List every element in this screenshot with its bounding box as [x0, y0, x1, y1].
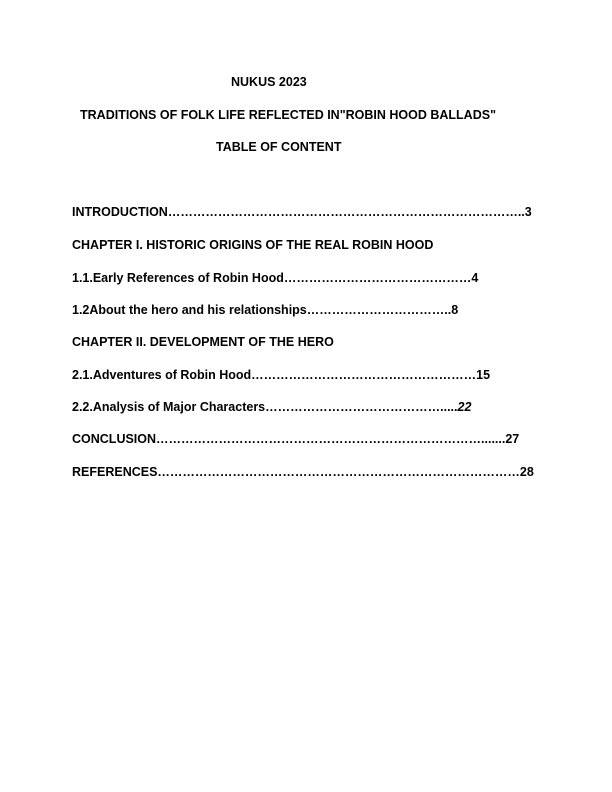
toc-entry-introduction[interactable]: INTRODUCTION…………………………………………………………………………..3 — [72, 205, 532, 219]
toc-entry-1-1[interactable]: 1.1.Early References of Robin Hood………………………………………4 — [72, 271, 479, 285]
toc-entry-2-2[interactable] — [72, 399, 471, 415]
toc-entry-2-2-page: 22 — [457, 400, 472, 414]
toc-entry-2-1[interactable]: 2.1.Adventures of Robin Hood………………………………………………15 — [72, 368, 491, 382]
toc-entry-references[interactable]: REFERENCES……………………………………………………………………………28 — [72, 465, 534, 479]
document-title: TRADITIONS OF FOLK LIFE REFLECTED IN"ROBIN HOOD BALLADS" — [80, 108, 497, 122]
document-header: NUKUS 2023 — [231, 75, 307, 89]
toc-entry-chapter-2[interactable]: CHAPTER II. DEVELOPMENT OF THE HERO — [72, 335, 334, 349]
toc-entry-chapter-1[interactable]: CHAPTER I. HISTORIC ORIGINS OF THE REAL ROBIN HOOD — [72, 238, 434, 252]
toc-entry-1-2[interactable]: 1.2About the hero and his relationships……………………………..8 — [72, 303, 459, 317]
toc-entry-conclusion[interactable]: CONCLUSION…………………………………………………………………….......27 — [72, 432, 520, 446]
toc-entry-2-2-label: 2.2.Analysis of Major Characters……………………………………..... — [72, 400, 458, 414]
toc-heading: TABLE OF CONTENT — [216, 140, 342, 154]
